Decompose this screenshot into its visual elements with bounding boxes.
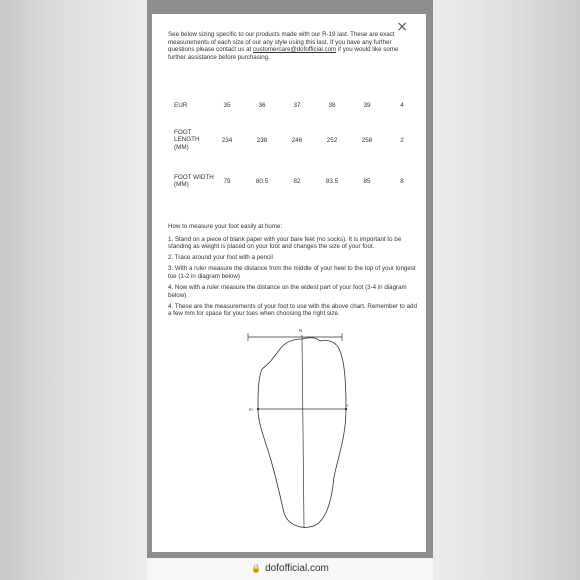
label-line: (MM)	[174, 143, 189, 151]
table-cell: 82	[293, 178, 301, 185]
close-icon[interactable]: ×	[396, 19, 408, 35]
intro-text: See below sizing specific to our products made with our R-19 last. These are exact measurements of each size of our any style using this last. If you have any further questions please contact us at	[168, 31, 395, 54]
lock-icon: 🔒	[251, 564, 262, 573]
instruction-step: 3. With a ruler measure the distance from the middle of your heel to the top of your longest toe (1-2 in diagram below)	[168, 265, 416, 280]
table-cell: 238	[256, 137, 268, 144]
table-cell: 85	[363, 178, 371, 185]
instruction-step: 1. Stand on a piece of blank paper with your bare feet (no socks). It is important to be standing as weight is placed on your foot and changes the size of your foot.	[168, 235, 402, 251]
table-cell: 80.5	[255, 178, 269, 185]
url-text: dofofficial.com	[265, 563, 329, 574]
instructions-title: How to measure your foot easily at home:	[168, 223, 283, 230]
table-cell: 38	[328, 102, 336, 109]
email-link[interactable]: customercare@dofofficial.com	[252, 46, 337, 54]
table-cell: 36	[258, 102, 266, 109]
table-cell: 79	[223, 178, 231, 185]
table-cell: 37	[293, 102, 301, 109]
table-cell: 2	[400, 137, 404, 144]
label-line: LENGTH	[174, 136, 200, 144]
diagram-label-left: m	[249, 407, 253, 412]
instruction-step: 2. Trace around your foot with a pencil	[168, 254, 273, 262]
intro-paragraph	[168, 31, 413, 62]
row-label	[174, 174, 214, 189]
table-cell: 83.5	[325, 178, 339, 185]
row-label	[174, 129, 200, 151]
table-cell: 234	[221, 137, 233, 144]
label-line: FOOT	[174, 129, 192, 136]
diagram-label-right: +	[346, 403, 349, 408]
table-cell: 39	[363, 102, 371, 109]
label-line: (MM)	[174, 181, 189, 189]
table-cell: 246	[291, 137, 303, 144]
browser-address-bar	[147, 558, 433, 580]
table-cell: 35	[223, 102, 231, 109]
table-cell: 8	[400, 178, 404, 185]
diagram-label-top: N	[299, 328, 303, 333]
intro-text-end: if you would like some further assistance before purchasing.	[168, 46, 399, 62]
instruction-step: 4. These are the measurements of your foot to use with the above chart. Remember to add a few mm for space for your toes when choosing the right size.	[168, 302, 417, 318]
length-axis-line	[302, 335, 304, 527]
table-cell: 4	[400, 102, 404, 109]
table-cell: 252	[326, 137, 338, 144]
measuring-instructions	[168, 223, 418, 321]
label-line: FOOT WIDTH	[174, 174, 214, 181]
instruction-step: 4. Now with a ruler measure the distance on the widest part of your foot (3-4 in diagram below)	[168, 284, 407, 299]
foot-outline-diagram	[236, 327, 356, 537]
table-cell: 258	[361, 137, 373, 144]
row-label: EUR	[174, 102, 188, 109]
url-display[interactable]	[147, 563, 433, 574]
